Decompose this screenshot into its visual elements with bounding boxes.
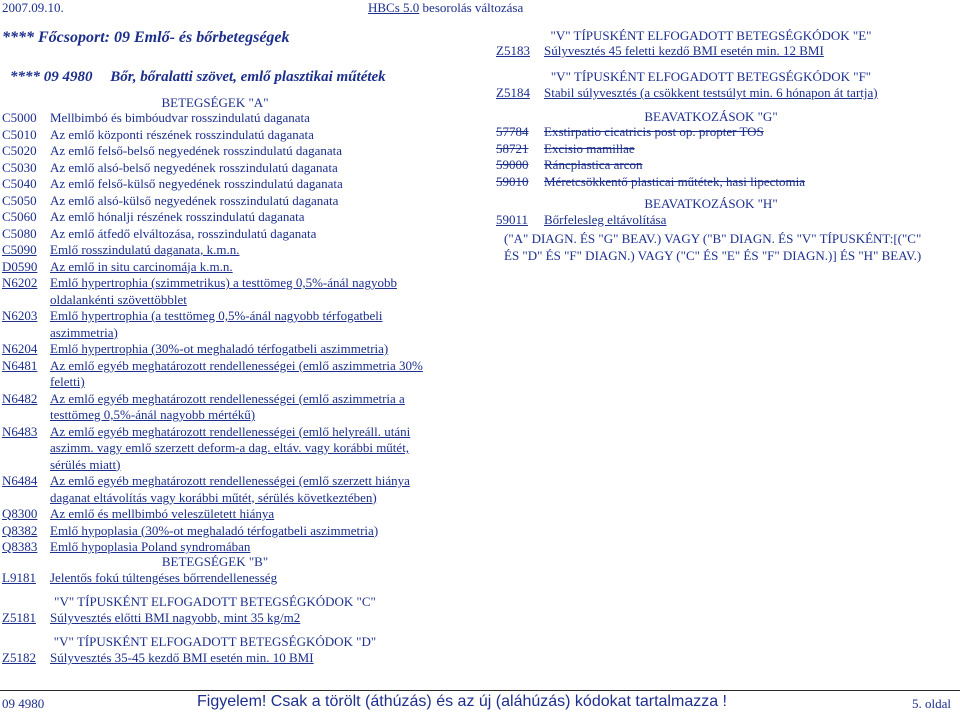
code: Z5182 (2, 650, 36, 665)
diag-a-list (2, 110, 472, 556)
code: N6482 (2, 390, 38, 406)
code-row (2, 176, 472, 193)
code: C5010 (2, 126, 37, 142)
description: Az emlő in situ carcinomája k.m.n. (50, 258, 233, 274)
diag-d-list (2, 650, 472, 667)
code-row-new (2, 308, 472, 325)
code-row-deleted (496, 124, 956, 141)
sub-group-code: 09 4980 (43, 69, 93, 85)
description: Az emlő egyéb meghatározott rendellenességei (emlő szerzett hiánya (50, 473, 410, 488)
code-row-new (496, 85, 956, 102)
document-version (368, 0, 523, 16)
code: 59010 (496, 173, 529, 189)
diag-f-list (496, 85, 956, 102)
section-title-diag-d: "V" TÍPUSKÉNT ELFOGADOTT BETEGSÉGKÓDOK "D" (53, 634, 377, 649)
code-row (2, 193, 472, 210)
code: N6204 (2, 341, 38, 356)
code: Z5183 (496, 43, 530, 58)
diag-e-list (496, 43, 956, 60)
code: C5020 (2, 143, 37, 158)
description: Az emlő hónalji részének rosszindulatú daganata (50, 209, 305, 224)
code-row-new (2, 275, 472, 292)
code-row (2, 127, 472, 144)
code: C5040 (2, 176, 37, 191)
code-row-new (2, 424, 472, 441)
code: N6481 (2, 357, 38, 373)
description: Emlő hypertrophia (30%-ot meghaladó térfogatbeli aszimmetria) (50, 341, 389, 356)
document-date: 2007.09.10. (2, 0, 64, 15)
code: Z5181 (2, 610, 36, 625)
code: D0590 (2, 258, 38, 274)
code-row-new (2, 570, 472, 587)
code-row-new (2, 473, 472, 490)
description-continuation: feletti) (50, 374, 85, 389)
description: Emlő hypoplasia Poland syndromában (50, 539, 251, 554)
code-row-new (2, 506, 472, 523)
code: N6202 (2, 275, 38, 290)
sub-group-stars: **** (10, 69, 40, 85)
description: Súlyvesztés 35-45 kezdő BMI esetén min. 10 BMI (50, 650, 314, 665)
code-row-new (496, 212, 956, 229)
description: Súlyvesztés előtti BMI nagyobb, mint 35 kg/m2 (50, 610, 301, 625)
code: 59000 (496, 157, 529, 172)
footer-divider (0, 690, 960, 691)
description: Emlő hypoplasia (30%-ot meghaladó térfogatbeli aszimmetria) (50, 522, 379, 538)
section-title-diag-c: "V" TÍPUSKÉNT ELFOGADOTT BETEGSÉGKÓDOK "C" (54, 594, 376, 609)
description: Az emlő és mellbimbó veleszületett hiánya (50, 506, 275, 521)
description: Az emlő felső-belső negyedének rosszindulatú daganata (50, 143, 343, 158)
code-row-new (2, 610, 472, 627)
description-continuation: aszimm. vagy emlő szerzett deform-a dag. eltáv. vagy korábbi műtét, (50, 440, 410, 455)
code-row-new (496, 43, 956, 60)
code-row-new (2, 650, 472, 667)
description: Az emlő alsó-belső negyedének rosszindulatú daganata (50, 159, 338, 175)
description: Az emlő egyéb meghatározott rendellenességei (emlő aszimmetria 30% (50, 357, 423, 373)
code: 59011 (496, 212, 529, 227)
code-row-new (2, 242, 472, 259)
description-continuation: oldalankénti szövettöbblet (50, 291, 187, 307)
code-row (2, 226, 472, 243)
code-row (2, 143, 472, 160)
description: Méretcsökkentő plasticai műtétek, hasi lipectomia (544, 173, 806, 189)
code: 58721 (496, 140, 529, 156)
section-title-diag-e: "V" TÍPUSKÉNT ELFOGADOTT BETEGSÉGKÓDOK "E" (550, 28, 872, 43)
code-row-deleted (496, 157, 956, 174)
code-row (2, 209, 472, 226)
code: N6483 (2, 423, 38, 439)
section-title-diag-a: BETEGSÉGEK "A" (161, 95, 269, 110)
section-title-proc-g: BEAVATKOZÁSOK "G" (644, 109, 778, 124)
sub-group-title (10, 69, 386, 86)
code: C5030 (2, 159, 37, 175)
version-label: HBCs 5.0 (368, 0, 420, 15)
section-title-diag-b: BETEGSÉGEK "B" (161, 554, 269, 569)
description: Emlő hypertrophia (szimmetrikus) a testtömeg 0,5%-ánál nagyobb (50, 275, 397, 290)
code: C5090 (2, 242, 37, 257)
condition-line-2: ÉS "D" ÉS "F" DIAGN.) VAGY ("C" ÉS "E" ÉS "F" DIAGN.)] ÉS "H" BEAV.) (504, 247, 922, 263)
code: C5080 (2, 225, 37, 241)
code: C5000 (2, 110, 37, 125)
description: Súlyvesztés 45 feletti kezdő BMI esetén min. 12 BMI (544, 43, 824, 58)
description: Exstirpatio cicatricis post op. propter TOS (544, 124, 764, 139)
version-suffix: besorolás változása (419, 0, 524, 15)
code: Z5184 (496, 85, 530, 100)
description: Ráncplastica arcon (544, 157, 643, 172)
description-continuation: daganat eltávolítás vagy korábbi műtét, sérülés következtében) (50, 489, 377, 505)
section-title-diag-f: "V" TÍPUSKÉNT ELFOGADOTT BETEGSÉGKÓDOK "F" (550, 69, 872, 84)
page-number: 5. oldal (912, 696, 951, 711)
code-row-deleted (496, 174, 956, 191)
code-row-deleted (496, 141, 956, 158)
main-group-title: **** Főcsoport: 09 Emlő- és bőrbetegségek (2, 29, 290, 46)
footer-code: 09 4980 (2, 696, 45, 711)
description: Az emlő központi részének rosszindulatú daganata (50, 126, 314, 142)
description: Excisio mamillae (544, 140, 635, 156)
condition-line-1: ("A" DIAGN. ÉS "G" BEAV.) VAGY ("B" DIAGN. ÉS "V" TÍPUSKÉNT:[("C" (504, 231, 922, 246)
code-row-new (2, 523, 472, 540)
description-continuation: sérülés miatt) (50, 456, 121, 472)
code: L9181 (2, 570, 36, 585)
description: Az emlő átfedő elváltozása, rosszindulatú daganata (50, 225, 317, 241)
description: Stabil súlyvesztés (a csökkent testsúlyt min. 6 hónapon át tartja) (544, 85, 878, 100)
code: Q8383 (2, 539, 38, 554)
description: Az emlő egyéb meghatározott rendellenességei (emlő aszimmetria a (50, 390, 405, 406)
description: Bőrfelesleg eltávolítása (544, 212, 667, 227)
sub-group-name: Bőr, bőralatti szövet, emlő plasztikai műtétek (110, 69, 386, 85)
diag-c-list (2, 610, 472, 627)
footer-notice: Figyelem! Csak a törölt (áthúzás) és az új (aláhúzás) kódokat tartalmazza ! (197, 693, 727, 710)
grouping-condition (504, 231, 954, 264)
code: C5060 (2, 209, 37, 224)
code: N6484 (2, 473, 38, 488)
description-continuation: aszimmetria) (50, 324, 118, 340)
code: C5050 (2, 192, 37, 208)
code-row-new (2, 391, 472, 408)
code-row (2, 110, 472, 127)
code-row-new (2, 358, 472, 375)
code: Q8300 (2, 506, 38, 521)
description: Jelentős fokú túltengéses bőrrendellenesség (50, 570, 278, 585)
description: Az emlő egyéb meghatározott rendellenességei (emlő helyreáll. utáni (50, 423, 411, 439)
code-row-new (2, 259, 472, 276)
diag-b-list (2, 570, 472, 587)
description: Emlő rosszindulatú daganata, k.m.n. (50, 242, 240, 257)
description: Az emlő felső-külső negyedének rosszindulatú daganata (50, 176, 343, 191)
code-row (2, 160, 472, 177)
description: Mellbimbó és bimbóudvar rosszindulatú daganata (50, 110, 310, 125)
proc-g-list (496, 124, 956, 190)
description-continuation: testtömeg 0,5%-ánál nagyobb mértékű) (50, 407, 256, 422)
code: 57784 (496, 124, 529, 139)
code: N6203 (2, 308, 38, 323)
code-row-new (2, 341, 472, 358)
proc-h-list (496, 212, 956, 229)
section-title-proc-h: BEAVATKOZÁSOK "H" (644, 196, 778, 211)
description: Az emlő alsó-külső negyedének rosszindulatú daganata (50, 192, 339, 208)
description: Emlő hypertrophia (a testtömeg 0,5%-ánál nagyobb térfogatbeli (50, 308, 383, 323)
code: Q8382 (2, 522, 38, 538)
